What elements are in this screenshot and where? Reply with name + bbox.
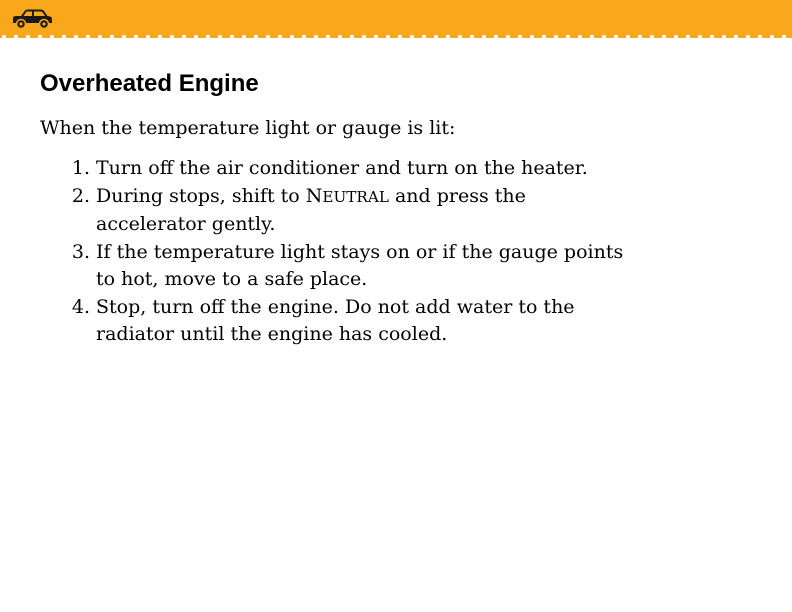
- header-dot: [86, 35, 90, 39]
- header-dot: [98, 35, 102, 39]
- header-dot: [110, 35, 114, 39]
- header-dot: [302, 35, 306, 39]
- header-dot: [182, 35, 186, 39]
- header-dot: [218, 35, 222, 39]
- header-band: [0, 0, 792, 40]
- header-dot: [746, 35, 750, 39]
- header-dot: [734, 35, 738, 39]
- header-dot: [194, 35, 198, 39]
- header-dot: [326, 35, 330, 39]
- list-item-text-segment: accelerator gently.: [96, 213, 276, 235]
- list-item: [60, 155, 640, 183]
- header-dot: [530, 35, 534, 39]
- header-dot: [434, 35, 438, 39]
- header-dot: [578, 35, 582, 39]
- header-dot: [446, 35, 450, 39]
- list-item-number: 2.: [71, 184, 90, 207]
- header-dot: [14, 35, 18, 39]
- header-dot: [266, 35, 270, 39]
- header-dot: [158, 35, 162, 39]
- list-item-text-segment: radiator until the engine has cooled.: [96, 323, 448, 345]
- page-title: Overheated Engine: [40, 70, 259, 97]
- header-dot: [722, 35, 726, 39]
- header-dot: [518, 35, 522, 39]
- neutral-smallcaps: EUTRAL: [322, 187, 389, 206]
- header-dot: [758, 35, 762, 39]
- header-dot: [686, 35, 690, 39]
- header-dot: [62, 35, 66, 39]
- header-dot: [314, 35, 318, 39]
- header-dot: [542, 35, 546, 39]
- header-dot: [362, 35, 366, 39]
- header-dot: [470, 35, 474, 39]
- list-item-text: [96, 185, 526, 236]
- header-dot: [566, 35, 570, 39]
- header-dot: [590, 35, 594, 39]
- header-dot: [230, 35, 234, 39]
- list-item-text-segment: to hot, move to a safe place.: [96, 268, 368, 290]
- car-icon: [10, 8, 54, 30]
- header-dot: [458, 35, 462, 39]
- header-dot: [122, 35, 126, 39]
- list-item-text-segment: Stop, turn off the engine. Do not add water to the: [96, 295, 575, 318]
- header-dot: [278, 35, 282, 39]
- header-dot: [38, 35, 42, 39]
- header-dot: [602, 35, 606, 39]
- header-dot: [254, 35, 258, 39]
- header-dot: [134, 35, 138, 39]
- header-dot: [2, 35, 6, 39]
- header-dot: [674, 35, 678, 39]
- list-item: [60, 239, 640, 294]
- header-dot: [242, 35, 246, 39]
- header-dot: [170, 35, 174, 39]
- header-dot: [554, 35, 558, 39]
- header-dot: [482, 35, 486, 39]
- list-item-text: [96, 241, 623, 291]
- intro-text: When the temperature light or gauge is lit:: [40, 117, 456, 139]
- header-dot: [146, 35, 150, 39]
- header-dot: [422, 35, 426, 39]
- steps-list: [60, 155, 640, 349]
- header-dot: [698, 35, 702, 39]
- header-dot: [398, 35, 402, 39]
- neutral-initial: N: [305, 184, 323, 207]
- header-dot: [350, 35, 354, 39]
- header-dot: [650, 35, 654, 39]
- header-dot: [374, 35, 378, 39]
- header-dot: [206, 35, 210, 39]
- list-item-number: 1.: [71, 157, 90, 179]
- list-item-text-segment: and press the: [388, 184, 526, 207]
- header-band-fill: [0, 0, 792, 38]
- list-item-text: [96, 296, 575, 346]
- header-dot: [386, 35, 390, 39]
- header-dot: [26, 35, 30, 39]
- list-item-text: Turn off the air conditioner and turn on the heater.: [96, 157, 588, 179]
- list-item: [60, 294, 640, 349]
- header-dot: [74, 35, 78, 39]
- header-band-graphic: [0, 0, 792, 40]
- header-dot: [50, 35, 54, 39]
- header-dot: [506, 35, 510, 39]
- header-dot: [626, 35, 630, 39]
- header-dot: [782, 35, 786, 39]
- header-dot: [662, 35, 666, 39]
- list-item-text-segment: If the temperature light stays on or if the gauge points: [96, 240, 624, 263]
- header-dot: [290, 35, 294, 39]
- header-dot: [338, 35, 342, 39]
- list-item-number: 4.: [71, 295, 90, 318]
- header-dot: [614, 35, 618, 39]
- header-dot: [770, 35, 774, 39]
- list-item-number: 3.: [71, 240, 90, 263]
- header-dot: [638, 35, 642, 39]
- list-item: [60, 183, 640, 239]
- header-dot: [494, 35, 498, 39]
- header-dot: [710, 35, 714, 39]
- list-item-text-segment: During stops, shift to: [96, 184, 306, 207]
- header-dot: [410, 35, 414, 39]
